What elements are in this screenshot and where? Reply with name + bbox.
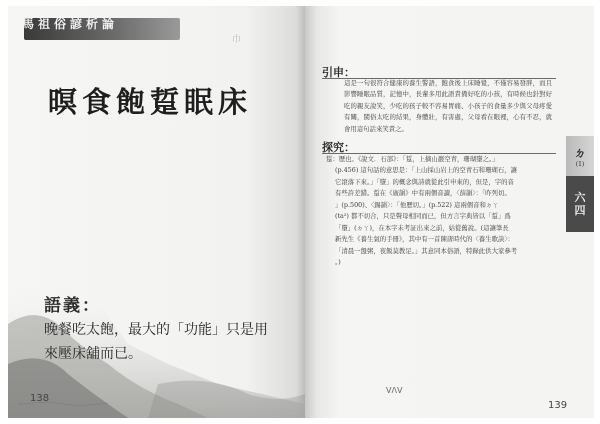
meaning-heading: 語義： <box>44 296 101 316</box>
tab-letter-sub: (1) <box>575 161 585 168</box>
page-number-right: 139 <box>548 400 568 411</box>
study-line: 「清晨一盤粥，夜飯莫教足。」其意同本俗語，特錄此供大家參考 <box>335 247 518 255</box>
chapter-title: 暝食飽踅眠床 <box>48 85 253 119</box>
study-line: 它滾落下來。」「墮」的概念與詩就從此引申來的，但是，字的音 <box>335 178 514 186</box>
intro-text: 這是一句很符合健康的養生警語，飽食後上床睡覺，不僅容易發胖，而且影響睡眠品質，記憶中，長輩多用此語責備好吃的小孩，有時候也針對好吃的親友說笑，少吃的孩子較不容易胃痛、小孩子的食量多少與父母疼愛有關，閩俗太吃的結果，身體壯，有害處，父母看在眼裡，心有不忍，就會用這句話來笑責之。 <box>344 79 552 133</box>
series-title: 馬祖俗諺析論 <box>22 17 119 31</box>
study-line: (p.456) 這句話的意思是：「上山採山岩上的空青石和珊瑚石，讓 <box>335 166 517 174</box>
study-line: 「墮」(ㄉㄚ)，在本字未考証出來之前，姑從舊說。(這讓筆長 <box>335 224 509 232</box>
intro-heading: 引申： <box>322 66 355 79</box>
study-line: 新先生《養生氣的手冊》，其中有一首陳唐時代的〈養生歌訣〉： <box>335 235 514 243</box>
section-tab-number[interactable] <box>566 176 594 232</box>
study-line: 踅：歷也。《說文．石部》：「踅，上摘山巖空青，珊瑚墮之。」 <box>326 155 499 163</box>
tab-number: 六四 <box>574 191 586 217</box>
study-line: 」(p.500)、〈錫韻〉：「他歷切。」(p.522) 這兩個音和ㄉㄚ <box>335 201 499 209</box>
meaning-text: 晚餐吃太飽，最大的「功能」只是用來壓床舖而已。 <box>44 322 268 362</box>
scribble-mark: ᐯᐱᐯ <box>386 386 403 395</box>
faint-mark: 巾 <box>232 35 242 45</box>
study-line: 有些許差錯。踅在《廣韻》中有兩個音讀，〈薛韻〉：「昨列切。 <box>335 189 511 197</box>
tab-letter: ㄉ <box>573 146 586 160</box>
section-tab-letter[interactable] <box>566 136 594 176</box>
study-heading: 探究： <box>322 141 355 154</box>
page-number-left: 138 <box>30 393 50 404</box>
study-line: 。) <box>335 258 341 266</box>
study-line: (ta²) 都不切合，只是聲母相同而已，但方言字典皆以「踅」爲 <box>335 212 511 220</box>
